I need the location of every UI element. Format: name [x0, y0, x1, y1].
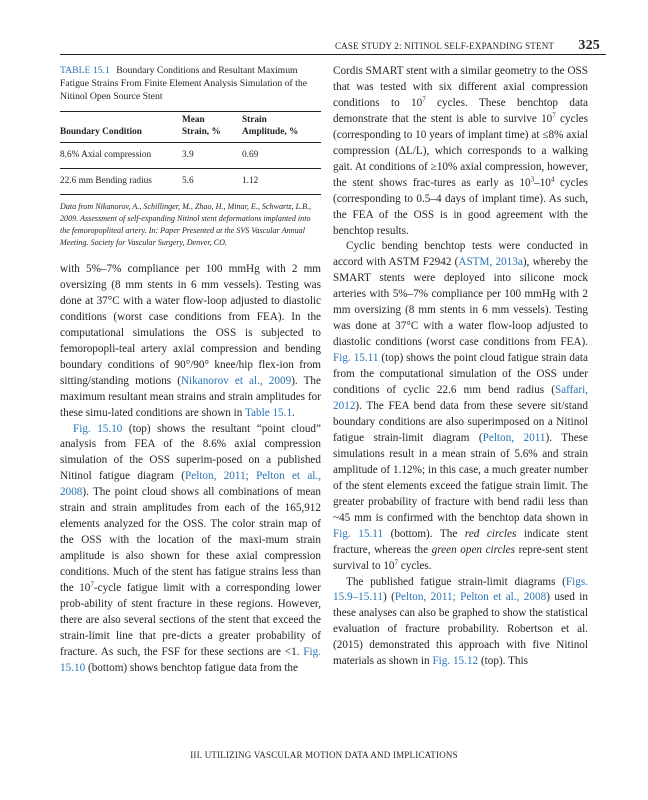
header-rule: [60, 54, 606, 55]
left-column: [60, 262, 321, 677]
figure-reference-link[interactable]: Fig. 15.11: [333, 352, 379, 365]
table-cell: 3.9: [182, 150, 194, 160]
figure-reference-link[interactable]: Fig. 15.10: [60, 645, 321, 674]
citation-link[interactable]: Nikanorov et al., 2009: [180, 374, 292, 387]
table-header-row: [60, 112, 321, 143]
table-cell: 1.12: [242, 176, 259, 186]
citation-link[interactable]: Pelton, 2011; Pelton et al., 2008: [60, 470, 321, 499]
table-cell: 8.6% Axial compression: [60, 150, 152, 160]
table-15-1: [60, 64, 321, 249]
col-header-boundary-condition: Boundary Condition: [60, 127, 142, 137]
table-reference-link[interactable]: Table 15.1: [244, 406, 293, 419]
figure-reference-link[interactable]: Fig. 15.12: [432, 655, 479, 668]
body-paragraph: with 5%–7% compliance per 100 mmHg with 2 mm oversizing (8 mm stents in 6 mm vessels). Testing was done at 37°C with a water flow-loop adjusted to diastolic conditions (worst case conditions from FEA). In the computational simulations the OSS is subjected to femoropopli-teal artery axial compression and bending boundary conditions of 90°/90° knee/hip flex-ion from sitting/standing motions (Nikanorov et al., 2009). The maximum resultant mean strains and strain amplitudes for these simu-lated conditions are shown in Table 15.1.: [60, 263, 321, 419]
right-column: [333, 64, 588, 670]
body-paragraph: Cordis SMART stent with a similar geometry to the OSS that was tested with six different axial compression conditions to $10^7$ cycles. These benchtop data demonstrate that the stent is able to survive $10^7$ cycles (corresponding to 10 years of implant time) at ≤8% axial compression (ΔL/L), which corresponds to a walking gait. At conditions of ≥10% axial compression, however, the stent shows frac-tures as early as $10^3-10^4$ cycles (corresponding to 0.5–4 days of implant time). As such, the FEA of the OSS is in good agreement with the benchtop results.: [333, 65, 589, 237]
citation-link[interactable]: Saffari, 2012: [333, 384, 588, 413]
figure-reference-link[interactable]: Fig. 15.11: [333, 527, 384, 540]
figure-reference-link[interactable]: Fig. 15.10: [73, 422, 123, 435]
col-header-mean-strain: Mean Strain, %: [182, 115, 221, 137]
table-footnote: Data from Nikanorov, A., Schillinger, M., Zhao, H., Minar, E., Schwartz, L.B., 2009. Assessment of self-expanding Nitinol stent deformations implanted into the femoropopliteal artery. In: Paper Presented at the SVS Vascular Annual Meeting. Society for Vascular Surgery, Denver, CO.: [60, 202, 312, 247]
page-number: 325: [578, 38, 600, 53]
body-paragraph: The published fatigue strain-limit diagrams (Figs. 15.9–15.11) (Pelton, 2011; Pelton et al., 2008) used in these analyses can also be graphed to show the statistical evaluation of fracture probability. Robertson et al. (2015) demonstrated this approach with five Nitinol materials as shown in Fig. 15.12 (top). This: [333, 575, 588, 668]
section-footer: III. UTILIZING VASCULAR MOTION DATA AND IMPLICATIONS: [190, 750, 458, 760]
boundary-conditions-table: [60, 111, 321, 195]
table-row: [60, 169, 321, 195]
figure-reference-link[interactable]: Figs. 15.9–15.11: [333, 575, 588, 604]
citation-link[interactable]: ASTM, 2013a: [458, 256, 523, 269]
table-row: [60, 143, 321, 169]
table-label: TABLE 15.1: [60, 65, 110, 76]
table-cell: 5.6: [182, 176, 194, 186]
table-caption-text: Boundary Conditions and Resultant Maximum Fatigue Strains From Finite Element Analysis Simulation of the Nitinol Open Source Stent: [60, 65, 308, 102]
table-cell: 0.69: [242, 150, 259, 160]
running-header: [0, 38, 600, 54]
col-header-strain-amplitude: Strain Amplitude, %: [242, 115, 299, 137]
citation-link[interactable]: Pelton, 2011: [482, 431, 546, 444]
body-paragraph: Cyclic bending benchtop tests were conducted in accord with ASTM F2942 (ASTM, 2013a), whereby the SMART stents were deployed into silicone mock arteries with 5%–7% compliance per 100 mmHg with 2 mm oversizing (8 mm stents in 6 mm vessels). Testing was done at 37°C with a water flow-loop adjusted to diastolic conditions (worst case conditions from FEA). Fig. 15.11 (top) shows the point cloud fatigue strain data from the computational simulation of the OSS under conditions of cyclic 22.6 mm bend radius (Saffari, 2012). The FEA bend data from these severe sit/stand boundary conditions are also superimposed on a Nitinol fatigue strain-limit diagram (Pelton, 2011). These simulations result in a mean strain of 5.6% and strain amplitude of 1.12%; in this case, a much greater number of the stent elements exceed the fatigue strain limit. The greater probability of fracture with bend radii less than ~45 mm is confirmed with the benchtop data shown in Fig. 15.11 (bottom). The red circles indicate stent fracture, whereas the green open circles repre-sent stent survival to $10^7$ cycles.: [333, 240, 589, 572]
body-paragraph: Fig. 15.10 (top) shows the resultant “point cloud” analysis from FEA of the 8.6% axial compression simulation of the OSS superim-posed on a published Nitinol fatigue diagram (Pelton, 2011; Pelton et al., 2008). The point cloud shows all combinations of mean strain and strain amplitudes from each of the 165,912 elements analyzed for the OSS. The color strain map of the OSS with the location of the maxi-mum strain amplitude is also shown for these axial compression conditions. Much of the stent has fatigue strains less than the $10^7$-cycle fatigue limit with a corresponding lower prob-ability of stent fracture in these regions. However, there are also several sections of the stent that exceed the strain-limit line that pre-dicts a greater probability of fracture. As such, the FSF for these sections are <1. Fig. 15.10 (bottom) shows benchtop fatigue data from the: [60, 422, 321, 674]
table-caption: [60, 64, 321, 103]
citation-link[interactable]: Pelton, 2011; Pelton et al., 2008: [394, 591, 547, 604]
table-cell: 22.6 mm Bending radius: [60, 176, 152, 186]
running-title: CASE STUDY 2: NITINOL SELF-EXPANDING STENT: [334, 41, 554, 51]
